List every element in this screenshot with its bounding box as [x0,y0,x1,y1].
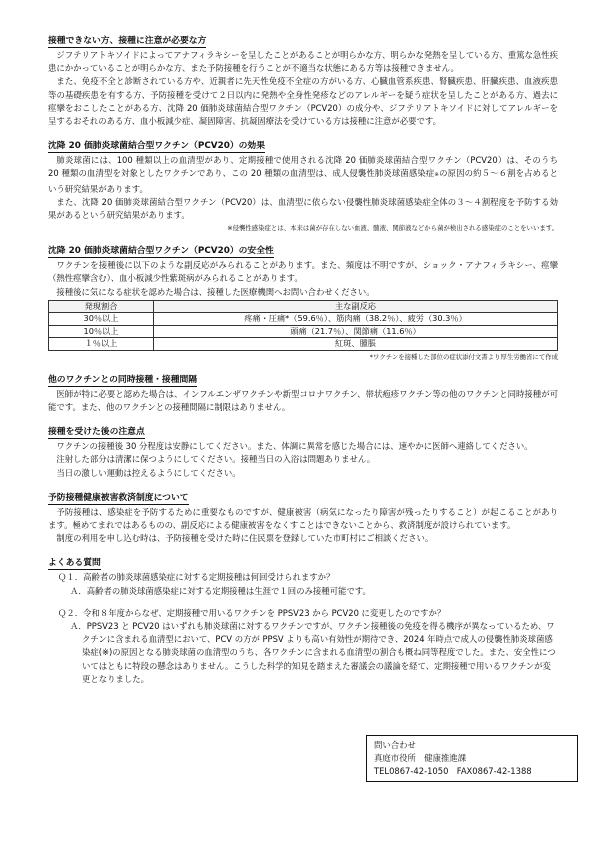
footnote-mark: ※ [434,172,440,179]
faq-question: Ｑ２．令和８年度からなぜ、定期接種で用いるワクチンを PPSV23 から PCV20 に変更したのですか？ [58,607,446,618]
paragraph: 接種後に気になる症状を認めた場合は、接種した医療機関へお問い合わせください。 [56,286,375,297]
paragraph: 当日の激しい運動は控えるようにしてください。 [56,467,241,478]
paragraph: 医師が特に必要と認めた場合は、インフルエンザワクチンや新型コロナワクチン、帯状疱疹ワクチン等の他のワクチンと同時接種が可能です。また、他のワクチンとの接種間隔に制限はありません。 [48,388,558,413]
section-after [48,425,558,480]
section-heading: 接種を受けた後の注意点 [48,427,145,438]
paragraph: ワクチンを接種後に以下のような副反応がみられることがあります。また、頻度は不明ですが、ショック・アナフィラキシー、痙攣（熱性痙攣含む）、血小板減少性紫斑病がみられることがあります。 [48,260,558,284]
footnote: ※侵襲性感染症とは、本来は菌が存在しない血液、髄液、関節液などから菌が検出される感染症のことをいいます。 [227,224,558,233]
contact-title: 問い合わせ [374,740,416,750]
paragraph: 注射した部分は清潔に保つようにしてください。接種当日の入浴は問題ありません。 [56,454,376,465]
paragraph: ワクチンの接種後 30 分程度は安静にしてください。また、体調に異常を感じた場合には、速やかに医師へ連絡してください。 [56,441,533,452]
section-heading: 他のワクチンとの同時接種・接種間隔 [48,374,198,385]
contact-department: 真庭市役所 健康推進課 [374,753,467,763]
table-cell: 30％以上 [49,313,154,326]
section-heading: 接種できない方、接種に注意が必要な方 [48,36,207,46]
table-row [49,325,558,338]
paragraph: また、免疫不全と診断されている方や、近親者に先天性免疫不全症の方がいる方、心臓血管系疾患、腎臓疾患、肝臓疾患、血液疾患等の基礎疾患を有する方、予防接種を受けて２日以内に発熱や全身性発疹などのアレルギーを疑う症状を呈したことがある方、過去に痙攣をおこしたことがある方、沈降 20 価肺炎球菌結合型ワクチン（PCV20）の成分や、ジフテリアトキソイドに対してアレルギーを呈するおそれのある方、血小板減少症、凝固障害、抗凝固療法を受けている方は接種に注意が必要です。 [48,76,558,127]
table-cell: 頭痛（21.7％）、関節痛（11.6％） [154,325,558,338]
contact-box [366,735,578,782]
table-header-row [49,300,558,313]
section-simultaneous [48,373,558,414]
table-row [49,313,558,326]
table-cell: 10％以上 [49,325,154,338]
table-cell: 紅斑、腫脹 [154,338,558,351]
section-effect [48,139,558,233]
section-contraindications [48,34,558,128]
faq-answer: Ａ．高齢者の肺炎球菌感染症に対する定期接種は生涯で１回のみ接種可能です。 [70,585,371,596]
document-body [48,34,558,697]
paragraph [48,154,558,196]
faq-question: Ｑ１．高齢者の肺炎球菌感染症に対する定期接種は何回受けられますか？ [58,572,335,583]
table-cell: 疼痛・圧痛*（59.6％）、筋肉痛（38.2％）、疲労（30.3％） [154,313,558,326]
contact-phone-fax: TEL0867-42-1050 FAX0867-42-1388 [374,766,532,776]
paragraph: ジフテリアトキソイドによってアナフィラキシーを呈したことがあることが明らかな方、明らかな発熱を呈している方、重篤な急性疾患にかかっていることが明らかな方、また予防接種を行うことが不適当な状態にある方等は接種できません。 [48,50,558,74]
paragraph-text: 肺炎球菌には、100 種類以上の血清型があり、定期接種で使用される沈降 20 価肺炎球菌結合型ワクチン（PCV20）は、そのうち 20 種類の血清型を対象としたワクチンであり、この 20 種類の血清型は、成人侵襲性肺炎球菌感染症 [48,155,558,179]
paragraph: 予防接種は、感染症を予防するために重要なものですが、健康被害（病気になったり障害が残ったりすること）が起こることがあります。極めてまれではあるものの、副反応による健康被害をなくすことはできないことから、救済制度が設けられています。 [48,506,558,531]
section-safety [48,244,558,362]
paragraph: 制度の利用を申し込む時は、予防接種を受けた時に住民票を登録していた市町村にご相談ください。 [56,533,434,544]
faq-item [48,571,558,597]
side-effects-table [48,300,558,351]
faq-answer: Ａ．PPSV23 と PCV20 はいずれも肺炎球菌に対するワクチンですが、ワクチン接種後の免疫を得る機序が異なっているため、ワクチンに含まれる血清型において、PCV の方が PPSV よりも高い有効性が期待でき、2024 年時点で成人の侵襲性肺炎球菌感染症(※)の原因となる肺炎球菌の血清型のうち、各ワクチンに含まれる血清型の割合も概ね同等程度でした。また、安全性についてはともに特段の懸念はありません。こうした科学的知見を踏まえた審議会の議論を経て、定期接種で用いるワクチンが変更となりました。 [70,621,556,684]
paragraph: また、沈降 20 価肺炎球菌結合型ワクチン（PCV20）は、血清型に依らない侵襲性肺炎球菌感染症全体の３～４割程度を予防する効果があるという研究結果があります。 [48,196,558,221]
table-footnote: *ワクチンを接種した部位の症状添付文書より厚生労働省にて作成 [369,352,558,361]
section-heading: 予防接種健康被害救済制度について [48,492,189,503]
section-relief [48,491,558,546]
table-row [49,338,558,351]
section-faq [48,556,558,686]
paragraph-text: の原因の約５～６割を占めるという研究結果があります。 [48,168,559,194]
section-heading: 沈降 20 価肺炎球菌結合型ワクチン（PCV20）の効果 [48,141,266,152]
faq-item [48,607,558,686]
table-cell: １％以上 [49,338,154,351]
table-header: 主な副反応 [154,300,558,313]
section-heading: 沈降 20 価肺炎球菌結合型ワクチン（PCV20）の安全性 [48,246,274,257]
section-heading: よくある質問 [48,558,101,569]
table-header: 発現割合 [49,300,154,313]
